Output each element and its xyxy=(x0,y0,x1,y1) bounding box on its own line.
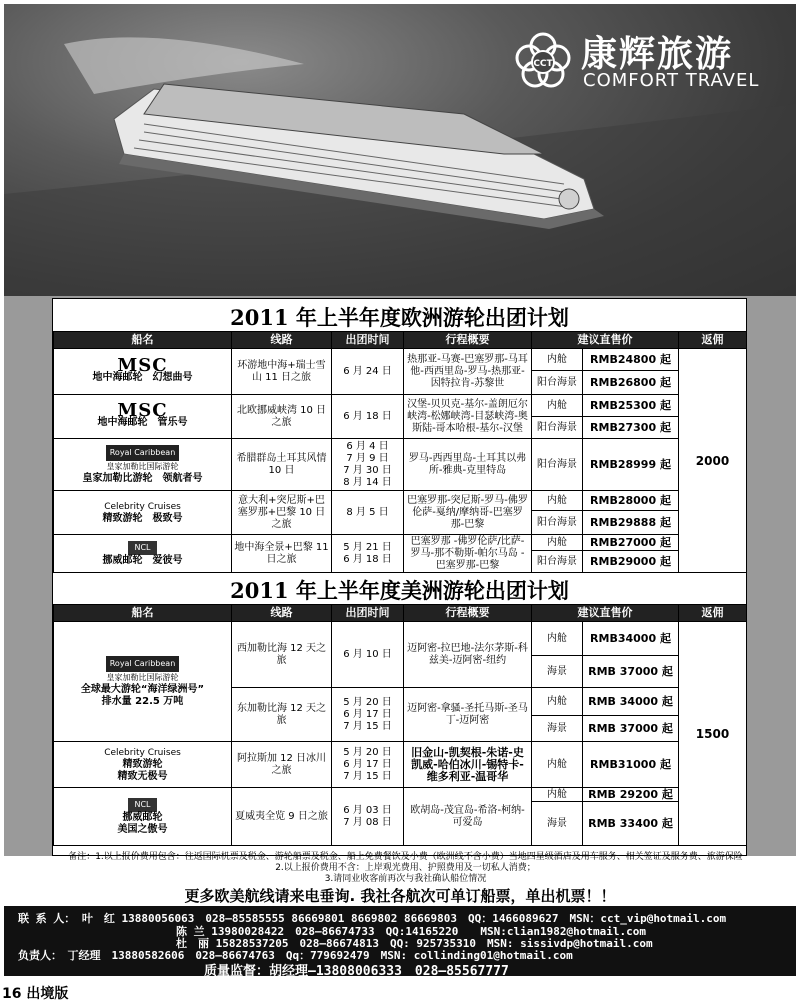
ncl-logo: NCL xyxy=(128,541,156,555)
europe-section-title: 2011 年上半年度欧洲游轮出团计划 xyxy=(230,305,569,330)
route-cell: 西加勒比海 12 天之旅 xyxy=(232,622,332,688)
route-cell: 意大利+突尼斯+巴塞罗那+巴黎 10 日之旅 xyxy=(232,491,332,535)
header-route: 线路 xyxy=(232,605,332,622)
ship-cell xyxy=(54,622,232,742)
route-cell: 环游地中海+瑞士雪山 11 日之旅 xyxy=(232,349,332,395)
hero-cruise-ship-photo xyxy=(4,4,796,296)
msc-logo: MSC xyxy=(117,354,168,376)
cabin-cell: 内舱 xyxy=(532,535,583,551)
route-cell: 地中海全景+巴黎 11 日之旅 xyxy=(232,535,332,573)
europe-cruise-table xyxy=(53,331,747,573)
ship-name: 挪威邮轮 美国之傲号 xyxy=(117,811,168,835)
header-price: 建议直售价 xyxy=(532,332,679,349)
dates-cell: 6 月 10 日 xyxy=(332,622,404,688)
route-cell: 夏威夷全览 9 日之旅 xyxy=(232,788,332,846)
cabin-cell: 内舱 xyxy=(532,788,583,802)
cabin-cell: 阳台海景 xyxy=(532,439,583,491)
table-header-row xyxy=(54,332,747,349)
america-section-title: 2011 年上半年度美洲游轮出团计划 xyxy=(230,578,569,603)
svg-text:CCT: CCT xyxy=(533,59,553,69)
ship-name: 精致游轮 极致号 xyxy=(102,512,183,524)
table-row xyxy=(54,395,747,417)
ship-name: 皇家加勒比游轮 领航者号 xyxy=(82,472,203,484)
royal-caribbean-logo-cn: 皇家加勒比国际游轮 xyxy=(106,672,179,682)
ship-name: 挪威邮轮 爱彼号 xyxy=(102,554,183,566)
ship-tonnage: 排水量 22.5 万吨 xyxy=(101,695,184,707)
ship-cell xyxy=(54,742,232,788)
price-cell: RMB25300 起 xyxy=(583,395,679,417)
royal-caribbean-logo: Royal Caribbean xyxy=(106,656,180,672)
cabin-cell: 阳台海景 xyxy=(532,511,583,535)
dates-cell: 6 月 4 日 7 月 9 日 7 月 30 日 8 月 14 日 xyxy=(332,439,404,491)
price-cell: RMB 37000 起 xyxy=(583,656,679,688)
ship-cell xyxy=(54,439,232,491)
price-cell: RMB24800 起 xyxy=(583,349,679,371)
price-cell: RMB34000 起 xyxy=(583,622,679,656)
header-commission: 返佣 xyxy=(679,332,747,349)
cabin-cell: 内舱 xyxy=(532,622,583,656)
summary-cell: 巴塞罗那-突尼斯-罗马-佛罗伦萨-戛纳/摩纳哥-巴塞罗那-巴黎 xyxy=(404,491,532,535)
table-row xyxy=(54,742,747,788)
cabin-cell: 内舱 xyxy=(532,742,583,788)
ship-name: 全球最大游轮“海洋绿洲号” xyxy=(80,683,205,695)
price-cell: RMB28000 起 xyxy=(583,491,679,511)
page-footer: 16 出境版 xyxy=(2,986,69,1002)
royal-caribbean-logo: Royal Caribbean xyxy=(106,445,180,461)
header-summary: 行程概要 xyxy=(404,605,532,622)
table-row xyxy=(54,349,747,371)
header-dates: 出团时间 xyxy=(332,605,404,622)
table-row xyxy=(54,788,747,802)
quality-supervisor: 质量监督：胡经理—13808006333 028—85567777 xyxy=(204,964,509,979)
header-ship: 船名 xyxy=(54,605,232,622)
price-cell: RMB27000 起 xyxy=(583,535,679,551)
summary-cell: 旧金山-凯契根-朱诺-史凯威-哈伯冰川-锡特卡-维多利亚-温哥华 xyxy=(404,742,532,788)
cabin-cell: 海景 xyxy=(532,802,583,846)
cabin-cell: 内舱 xyxy=(532,395,583,417)
contact-line: 负责人： 丁经理 13880582606 028—86674763 Qq：779692479 MSN: collinding01@hotmail.com xyxy=(18,949,573,962)
dates-cell: 6 月 24 日 xyxy=(332,349,404,395)
dates-cell: 6 月 18 日 xyxy=(332,395,404,439)
price-cell: RMB27300 起 xyxy=(583,417,679,439)
brand-name-en: COMFORT TRAVEL xyxy=(583,70,760,91)
header-route: 线路 xyxy=(232,332,332,349)
price-cell: RMB 29200 起 xyxy=(583,788,679,802)
price-cell: RMB 37000 起 xyxy=(583,716,679,742)
ship-cell xyxy=(54,395,232,439)
dates-cell: 5 月 21 日 6 月 18 日 xyxy=(332,535,404,573)
dates-cell: 6 月 03 日 7 月 08 日 xyxy=(332,788,404,846)
price-cell: RMB 33400 起 xyxy=(583,802,679,846)
ship-cell xyxy=(54,491,232,535)
ship-name: 精致游轮 精致无极号 xyxy=(117,758,168,782)
route-cell: 北欧挪威峡湾 10 日之旅 xyxy=(232,395,332,439)
header-price: 建议直售价 xyxy=(532,605,679,622)
route-cell: 东加勒比海 12 天之旅 xyxy=(232,688,332,742)
price-cell: RMB26800 起 xyxy=(583,371,679,395)
price-cell: RMB31000 起 xyxy=(583,742,679,788)
table-row xyxy=(54,622,747,656)
commission-cell: 1500 xyxy=(679,622,747,846)
contact-panel xyxy=(4,906,796,979)
ncl-logo: NCL xyxy=(128,798,156,812)
ship-name: 地中海邮轮 幻想曲号 xyxy=(92,371,193,383)
dates-cell: 5 月 20 日 6 月 17 日 7 月 15 日 xyxy=(332,688,404,742)
header-dates: 出团时间 xyxy=(332,332,404,349)
cabin-cell: 海景 xyxy=(532,656,583,688)
celebrity-cruises-logo: Celebrity Cruises xyxy=(104,501,181,512)
cabin-cell: 阳台海景 xyxy=(532,371,583,395)
msc-logo: MSC xyxy=(117,399,168,421)
celebrity-cruises-logo: Celebrity Cruises xyxy=(104,747,181,758)
route-cell: 阿拉斯加 12 日冰川之旅 xyxy=(232,742,332,788)
header-commission: 返佣 xyxy=(679,605,747,622)
header-ship: 船名 xyxy=(54,332,232,349)
price-notes: 备注：1.以上报价费用包含：往返国际机票及税金、游轮船票及税金、船上免费餐饮及小费（欧洲线不含小费）当地四星级酒店及用车服务、相关签证及服务费、旅游保险 2.以上报价费用不含：上岸观光费用、护照费用及一切私人消费； 3.请同业收客前再次与我社确认船位情况 xyxy=(68,852,743,884)
cabin-cell: 阳台海景 xyxy=(532,551,583,573)
price-cell: RMB 34000 起 xyxy=(583,688,679,716)
ship-cell xyxy=(54,788,232,846)
summary-cell: 巴塞罗那 -佛罗伦萨/比萨-罗马-那不勒斯-帕尔马岛 -巴塞罗那-巴黎 xyxy=(404,535,532,573)
royal-caribbean-logo-cn: 皇家加勒比国际游轮 xyxy=(106,461,179,471)
brand-name-cn: 康辉旅游 xyxy=(581,34,734,75)
commission-cell: 2000 xyxy=(679,349,747,573)
cabin-cell: 阳台海景 xyxy=(532,417,583,439)
contact-line: 联 系 人： 叶 红 13880056063 028—85585555 86669801 8669802 86669803 QQ：1466089627 MSN：cct_vip@hotmail.com xyxy=(18,912,727,925)
table-row xyxy=(54,535,747,551)
summary-cell: 罗马-西西里岛-土耳其以弗所-雅典-克里特岛 xyxy=(404,439,532,491)
summary-cell: 热那亚-马赛-巴塞罗那-马耳他-西西里岛-罗马-热那亚-因特拉肯-苏黎世 xyxy=(404,349,532,395)
header-summary: 行程概要 xyxy=(404,332,532,349)
price-cell: RMB29000 起 xyxy=(583,551,679,573)
cabin-cell: 内舱 xyxy=(532,349,583,371)
cabin-cell: 内舱 xyxy=(532,688,583,716)
contact-line: 陈 兰 13980028422 028—86674733 QQ:14165220 MSN:clian1982@hotmail.com xyxy=(176,925,646,938)
table-row xyxy=(54,439,747,491)
route-cell: 希腊群岛土耳其风情 10 日 xyxy=(232,439,332,491)
america-cruise-table xyxy=(53,604,747,846)
dates-cell: 8 月 5 日 xyxy=(332,491,404,535)
table-row xyxy=(54,491,747,511)
contact-line: 杜 丽 15828537205 028—86674813 QQ: 925735310 MSN: sissivdp@hotmail.com xyxy=(176,937,653,950)
cct-flower-logo-icon xyxy=(513,30,573,90)
price-cell: RMB28999 起 xyxy=(583,439,679,491)
ship-name: 地中海邮轮 管乐号 xyxy=(97,416,188,428)
dates-cell: 5 月 20 日 6 月 17 日 7 月 15 日 xyxy=(332,742,404,788)
ship-cell xyxy=(54,349,232,395)
ship-cell xyxy=(54,535,232,573)
cabin-cell: 海景 xyxy=(532,716,583,742)
brand-logo xyxy=(509,26,779,96)
summary-cell: 迈阿密-拿骚-圣托马斯-圣马丁-迈阿密 xyxy=(404,688,532,742)
summary-cell: 汉堡-贝贝克-基尔-盖朗厄尔峡湾-松娜峡湾-目瑟峡湾-奥斯陆-哥本哈根-基尔-汉堡 xyxy=(404,395,532,439)
cabin-cell: 内舱 xyxy=(532,491,583,511)
summary-cell: 迈阿密-拉巴地-法尔茅斯-科兹美-迈阿密-纽约 xyxy=(404,622,532,688)
price-cell: RMB29888 起 xyxy=(583,511,679,535)
summary-cell: 欧胡岛-茂宜岛-希洛-柯纳-可爱岛 xyxy=(404,788,532,846)
slogan: 更多欧美航线请来电垂询. 我社各航次可单订船票，单出机票！！ xyxy=(184,887,616,905)
table-header-row xyxy=(54,605,747,622)
